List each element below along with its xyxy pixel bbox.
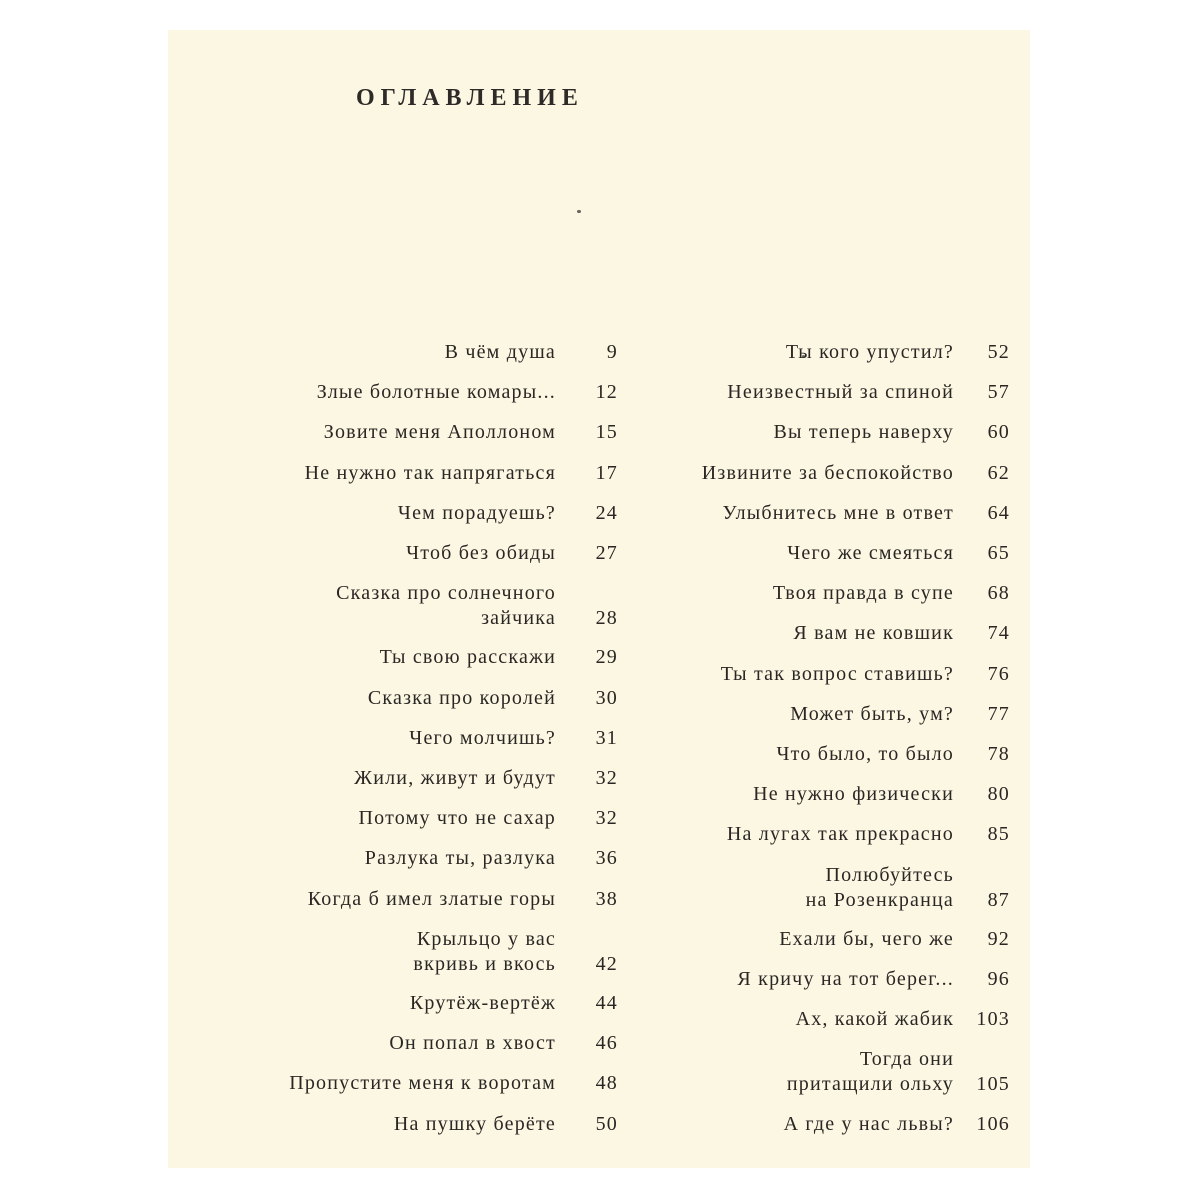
toc-entry-page-number: 96 — [987, 968, 1010, 990]
toc-entry-title: Крыльцо у вас вкривь и вкось — [413, 927, 556, 975]
toc-entry-page-number: 12 — [595, 381, 618, 404]
toc-entry — [737, 967, 1010, 992]
toc-entry-page-number: 80 — [987, 783, 1010, 806]
toc-entry — [368, 686, 618, 711]
toc-entry — [389, 1031, 618, 1056]
toc-entry-title: Зовите меня Аполлоном — [323, 421, 556, 444]
toc-entry-title: Что было, то было — [776, 743, 954, 765]
toc-entry-title: В чём душа — [444, 341, 556, 363]
toc-entry-title: Сказка про солнечного зайчика — [336, 582, 556, 630]
toc-entry-title: Улыбнитесь мне в ответ — [722, 501, 954, 524]
toc-entry — [796, 1007, 1010, 1032]
toc-entry-title: На пушку берёте — [393, 1112, 556, 1135]
toc-entry — [702, 461, 1010, 486]
toc-entry-title: А где у нас львы? — [783, 1112, 954, 1135]
toc-entry-title: Чего же смеяться — [787, 542, 954, 564]
toc-entry-page-number: 62 — [987, 461, 1010, 484]
print-speck — [577, 210, 581, 213]
toc-entry-title: Ехали бы, чего же — [779, 927, 954, 950]
toc-entry — [786, 340, 1010, 365]
toc-entry-page-number: 28 — [595, 607, 618, 630]
toc-entry-page-number: 52 — [987, 341, 1010, 363]
toc-entry — [779, 927, 1010, 952]
toc-entry — [787, 541, 1010, 566]
toc-entry — [784, 1112, 1010, 1137]
toc-entry-title: Когда б имел златые горы — [307, 887, 556, 910]
toc-entry-title: Твоя правда в супе — [772, 582, 954, 605]
toc-entry-page-number: 65 — [987, 542, 1010, 564]
toc-entry-page-number: 105 — [976, 1073, 1010, 1096]
toc-entry — [722, 501, 1010, 526]
toc-entry-page-number: 44 — [595, 992, 618, 1014]
toc-entry — [359, 806, 618, 831]
toc-entry — [365, 846, 618, 871]
toc-entry-title: Неизвестный за спиной — [727, 381, 954, 404]
toc-entry-page-number: 76 — [987, 662, 1010, 685]
toc-entry — [413, 927, 618, 977]
toc-entry-title: Чем порадуешь? — [397, 501, 556, 524]
toc-entry-page-number: 64 — [987, 501, 1010, 524]
toc-entry-title: Полюбуйтесь на Розенкранца — [805, 863, 954, 911]
toc-entry — [776, 742, 1010, 767]
toc-entry — [773, 581, 1010, 606]
toc-entry-page-number: 24 — [595, 501, 618, 524]
toc-entry-page-number: 46 — [595, 1032, 618, 1055]
toc-entry — [727, 380, 1010, 405]
toc-entry-title: Ах, какой жабик — [795, 1008, 954, 1031]
toc-entry-title: Крутёж-вертёж — [409, 992, 556, 1014]
toc-entry-page-number: 29 — [595, 646, 618, 669]
toc-entry-title: Ты кого упустил? — [785, 341, 954, 363]
toc-entry — [336, 581, 618, 631]
toc-entry — [790, 702, 1010, 727]
toc-entry — [445, 340, 618, 365]
toc-entry-title: Извините за беспокойство — [701, 461, 954, 484]
toc-entry — [793, 621, 1010, 646]
toc-entry — [308, 887, 618, 912]
toc-entry-page-number: 32 — [595, 767, 618, 789]
toc-entry-page-number: 85 — [987, 823, 1010, 846]
toc-entry-page-number: 78 — [987, 743, 1010, 765]
toc-entry-title: Может быть, ум? — [790, 702, 954, 725]
toc-entry-page-number: 9 — [606, 341, 618, 363]
toc-entry-title: Чего молчишь? — [409, 726, 556, 749]
toc-entry — [305, 461, 618, 486]
toc-entry-page-number: 74 — [987, 622, 1010, 645]
toc-entry — [787, 1047, 1010, 1097]
toc-entry-title: На лугах так прекрасно — [726, 823, 954, 846]
toc-entry-title: Потому что не сахар — [358, 807, 556, 830]
toc-entry-page-number: 31 — [595, 726, 618, 749]
toc-entry — [406, 541, 618, 566]
toc-entry-page-number: 103 — [976, 1008, 1010, 1031]
toc-entry-title: Ты так вопрос ставишь? — [720, 662, 954, 685]
page-title: ОГЛАВЛЕНИЕ — [356, 85, 584, 111]
toc-entry-title: Злые болотные комары... — [316, 381, 556, 404]
toc-entry-title: Я кричу на тот берег... — [737, 968, 954, 990]
toc-entry-title: Разлука ты, разлука — [364, 847, 556, 870]
toc-entry-page-number: 77 — [987, 702, 1010, 725]
toc-entry-title: Пропустите меня к воротам — [289, 1072, 556, 1095]
toc-entry-page-number: 38 — [595, 887, 618, 910]
toc-entry — [806, 863, 1010, 913]
toc-entry-title: Он попал в хвост — [389, 1032, 556, 1055]
toc-entry-page-number: 48 — [595, 1072, 618, 1095]
toc-entry-page-number: 68 — [987, 582, 1010, 605]
toc-entry-title: Ты свою расскажи — [379, 646, 556, 669]
toc-entry-page-number: 15 — [595, 421, 618, 444]
toc-entry — [394, 1112, 618, 1137]
toc-entry-page-number: 27 — [595, 542, 618, 564]
toc-entry — [410, 991, 618, 1016]
toc-entry-page-number: 106 — [976, 1112, 1010, 1135]
toc-entry-page-number: 92 — [987, 927, 1010, 950]
toc-entry — [289, 1071, 618, 1096]
toc-entry — [317, 380, 618, 405]
toc-entry — [721, 662, 1010, 687]
toc-entry-page-number: 60 — [987, 421, 1010, 444]
toc-entry — [324, 420, 618, 445]
toc-entry-title: Я вам не ковшик — [793, 622, 954, 645]
toc-entry — [398, 501, 618, 526]
toc-entry — [409, 726, 618, 751]
toc-entry-title: Сказка про королей — [367, 686, 556, 709]
toc-entry — [753, 782, 1010, 807]
toc-entry — [727, 822, 1010, 847]
toc-entry-title: Не нужно так напрягаться — [304, 461, 556, 484]
toc-entry-title: Тогда они притащили ольху — [786, 1048, 954, 1096]
toc-entry-title: Жили, живут и будут — [354, 767, 556, 789]
toc-entry-page-number: 42 — [595, 952, 618, 975]
toc-entry-page-number: 57 — [987, 381, 1010, 404]
toc-entry-page-number: 36 — [595, 847, 618, 870]
toc-entry-page-number: 17 — [595, 461, 618, 484]
toc-entry — [773, 420, 1010, 445]
toc-entry-page-number: 32 — [595, 807, 618, 830]
toc-entry-title: Вы теперь наверху — [773, 421, 954, 444]
toc-entry — [380, 645, 618, 670]
toc-entry-page-number: 87 — [987, 888, 1010, 911]
toc-entry-page-number: 50 — [595, 1112, 618, 1135]
toc-entry-title: Не нужно физически — [753, 783, 954, 806]
toc-entry-page-number: 30 — [595, 686, 618, 709]
toc-entry-title: Чтоб без обиды — [406, 542, 556, 564]
toc-entry — [354, 766, 618, 791]
